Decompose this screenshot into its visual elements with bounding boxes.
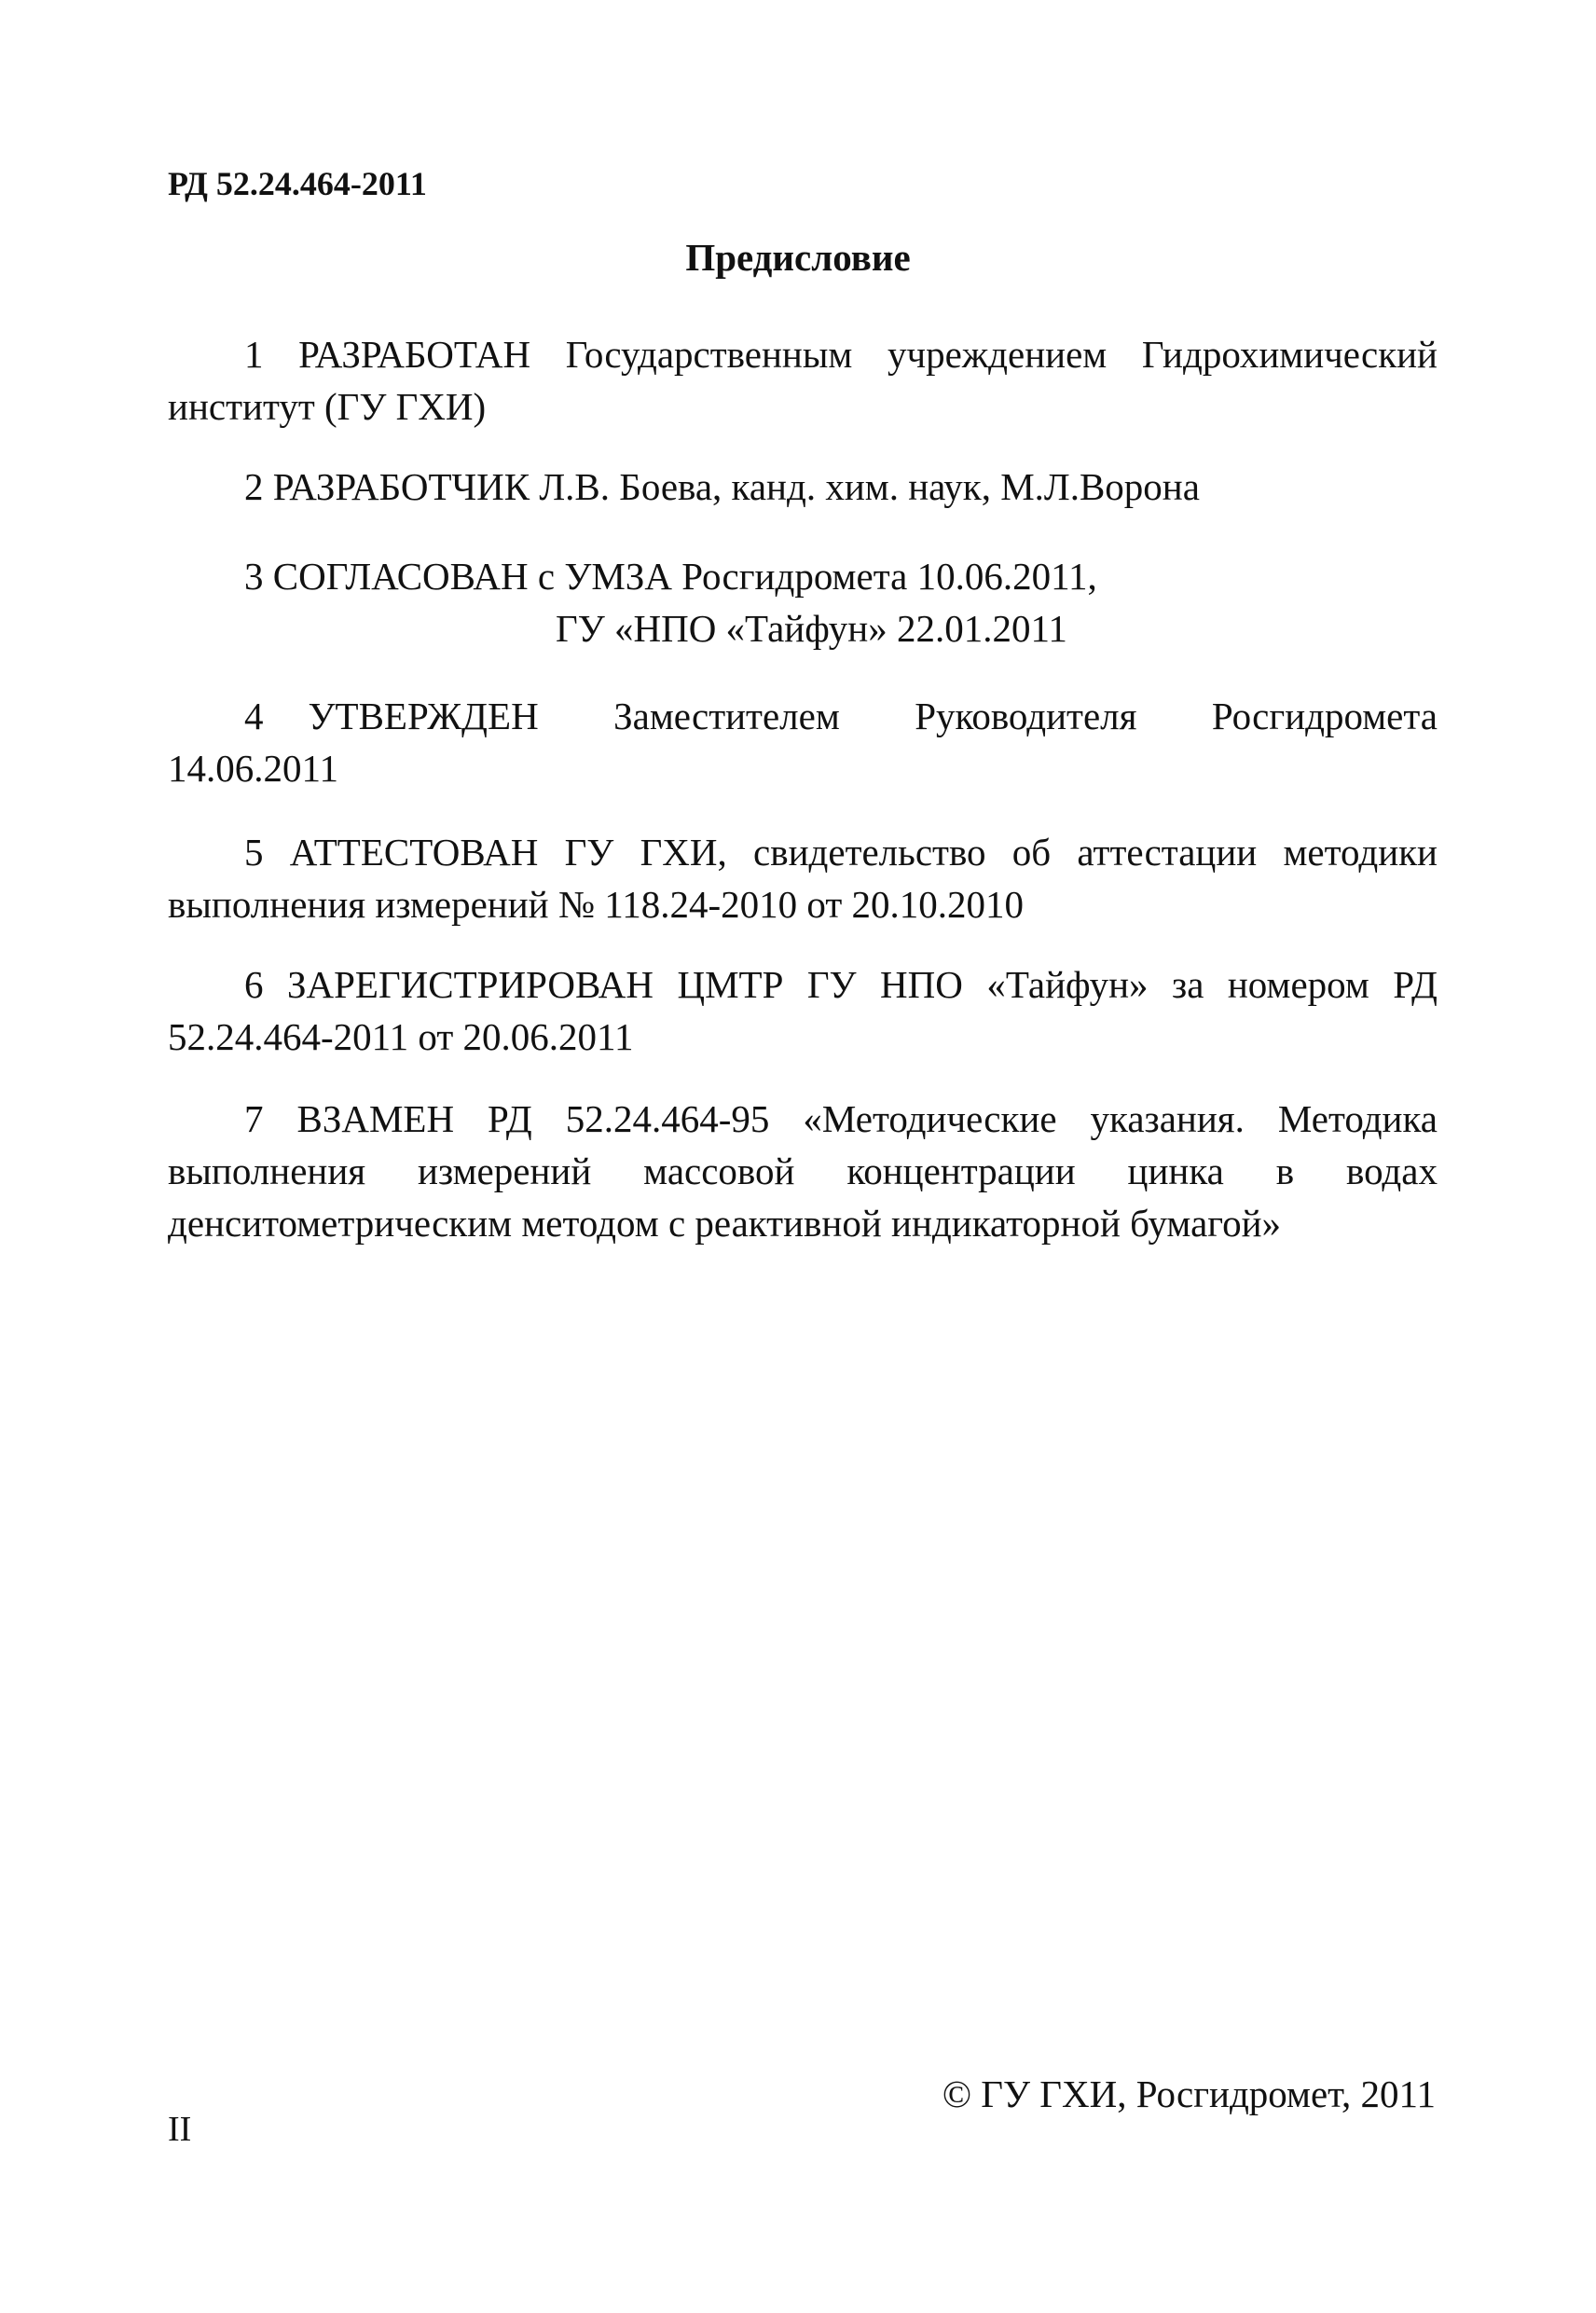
preface-item-3	[168, 550, 1438, 654]
preface-item-4-number: 4	[244, 695, 264, 737]
preface-item-4-line-1	[168, 690, 1438, 742]
preface-item-4-date: 14.06.2011	[168, 747, 338, 790]
preface-item-6: 6 ЗАРЕГИСТРИРОВАН ЦМТР ГУ НПО «Тайфун» за номером РД 52.24.464-2011 от 20.06.2011	[168, 963, 1438, 1058]
page-number: II	[168, 2110, 192, 2149]
preface-item-2: 2 РАЗРАБОТЧИК Л.В. Боева, канд. хим. наук, М.Л.Ворона	[244, 465, 1200, 508]
document-code: РД 52.24.464-2011	[168, 165, 427, 202]
preface-item-4-lead	[244, 690, 539, 742]
preface-item-4-word-2: Руководителя	[915, 695, 1137, 737]
preface-item-4-keyword: УТВЕРЖДЕН	[308, 695, 539, 737]
preface-item-7: 7 ВЗАМЕН РД 52.24.464-95 «Методические указания. Методика выполнения измерений массовой концентрации цинка в водах денситометрическим методом с реактивной индикаторной бумагой»	[168, 1097, 1438, 1245]
page-title: Предисловие	[685, 236, 911, 279]
copyright-notice: © ГУ ГХИ, Росгидромет, 2011	[942, 2072, 1436, 2115]
preface-item-3-line-2: ГУ «НПО «Тайфун» 22.01.2011	[556, 607, 1067, 650]
preface-item-1: 1 РАЗРАБОТАН Государственным учреждением Гидрохимический институт (ГУ ГХИ)	[168, 333, 1438, 428]
preface-item-3-line-1: 3 СОГЛАСОВАН с УМЗА Росгидромета 10.06.2011,	[244, 555, 1097, 598]
preface-item-5: 5 АТТЕСТОВАН ГУ ГХИ, свидетельство об аттестации методики выполнения измерений № 118.24-2010 от 20.10.2010	[168, 831, 1438, 926]
preface-item-4	[168, 690, 1438, 794]
preface-item-4-word-1: Заместителем	[613, 695, 840, 737]
preface-item-4-word-3: Росгидромета	[1211, 695, 1438, 737]
